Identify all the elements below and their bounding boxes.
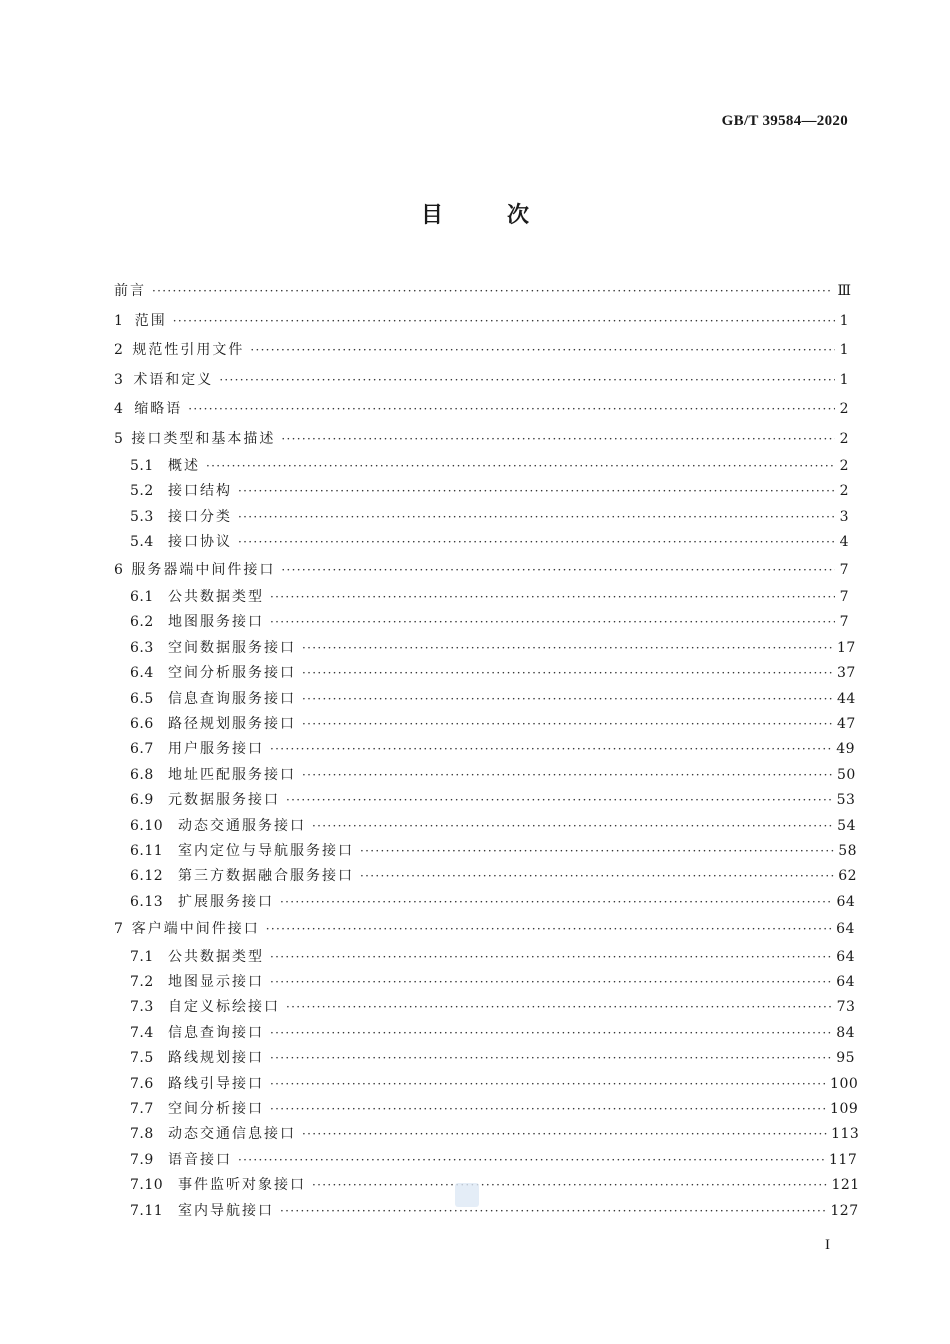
toc-entry[interactable] xyxy=(114,994,856,1019)
toc-entry-number: 6.4 xyxy=(130,665,154,682)
toc-entry-number: 5 xyxy=(114,430,124,447)
toc-entry-number: 4 xyxy=(114,401,124,417)
toc-entry-page: 54 xyxy=(837,817,856,834)
toc-entry[interactable] xyxy=(114,944,856,969)
toc-entry-label: 事件监听对象接口 xyxy=(178,1177,306,1194)
toc-entry-number: 7.5 xyxy=(130,1050,154,1067)
toc-entry-label: 缩略语 xyxy=(134,401,183,417)
toc-entry-label: 信息查询服务接口 xyxy=(168,690,296,707)
toc-entry[interactable] xyxy=(114,1045,856,1070)
toc-entry[interactable] xyxy=(114,1198,859,1223)
toc-entry-label: 语音接口 xyxy=(168,1151,232,1168)
toc-entry-page: 95 xyxy=(836,1050,856,1067)
toc-entry-label: 自定义标绘接口 xyxy=(168,999,280,1016)
toc-entry[interactable] xyxy=(114,453,849,478)
toc-entry-page: 84 xyxy=(836,1024,856,1041)
toc-entry-page: 4 xyxy=(839,534,849,551)
toc-entry-page: 44 xyxy=(836,690,856,707)
toc-entry[interactable] xyxy=(114,838,858,863)
toc-entry[interactable] xyxy=(114,529,849,554)
table-of-contents xyxy=(114,276,860,1223)
dot-leader xyxy=(270,1049,832,1067)
toc-entry-page: 113 xyxy=(831,1126,860,1143)
toc-entry[interactable] xyxy=(114,813,856,838)
dot-leader xyxy=(238,1151,825,1169)
toc-entry-page: 64 xyxy=(836,893,856,910)
toc-entry-page: 50 xyxy=(836,766,856,783)
toc-entry-page: 7 xyxy=(839,561,849,578)
toc-entry-number: 7.3 xyxy=(130,999,154,1016)
dot-leader xyxy=(281,430,835,448)
toc-entry-page: Ⅲ xyxy=(837,283,852,299)
toc-entry-label: 接口结构 xyxy=(168,483,232,500)
toc-entry-label: 路线规划接口 xyxy=(168,1050,264,1067)
toc-entry[interactable] xyxy=(114,635,856,660)
toc-entry-number: 7.8 xyxy=(130,1126,154,1143)
toc-entry-page: 7 xyxy=(839,614,849,631)
dot-leader xyxy=(270,613,835,631)
toc-entry-page: 117 xyxy=(829,1151,858,1168)
toc-entry-page: 3 xyxy=(839,508,849,525)
toc-entry-number: 1 xyxy=(114,312,124,329)
toc-title: 目次 xyxy=(420,203,593,228)
toc-entry-label: 地址匹配服务接口 xyxy=(168,766,296,783)
toc-entry-number: 7.11 xyxy=(130,1202,164,1219)
toc-entry-page: 100 xyxy=(830,1075,859,1092)
toc-entry-label: 用户服务接口 xyxy=(168,741,264,758)
toc-entry-label: 元数据服务接口 xyxy=(168,792,280,809)
toc-entry-label: 术语和定义 xyxy=(133,371,214,388)
toc-entry-page: 73 xyxy=(836,999,856,1016)
dot-leader xyxy=(312,817,833,835)
toc-entry-number: 6.11 xyxy=(130,842,164,859)
dot-leader xyxy=(188,400,835,418)
watermark-logo xyxy=(455,1183,479,1207)
dot-leader xyxy=(302,690,833,708)
toc-entry-number: 6.8 xyxy=(130,766,154,783)
dot-leader xyxy=(281,561,835,579)
toc-entry-label: 动态交通服务接口 xyxy=(178,817,306,834)
toc-entry[interactable] xyxy=(114,555,849,585)
toc-entry[interactable] xyxy=(114,276,852,306)
toc-entry-number: 7.9 xyxy=(130,1151,154,1168)
toc-entry[interactable] xyxy=(114,1096,859,1121)
toc-entry[interactable] xyxy=(114,686,856,711)
toc-entry-page: 2 xyxy=(839,483,849,500)
toc-entry-label: 接口类型和基本描述 xyxy=(131,430,276,447)
dot-leader xyxy=(270,948,832,966)
toc-entry[interactable] xyxy=(114,1121,860,1146)
toc-entry-label: 公共数据类型 xyxy=(168,948,264,965)
toc-entry-number: 5.4 xyxy=(130,534,154,551)
toc-entry-number: 7.2 xyxy=(130,974,154,991)
standard-code: GB/T 39584—2020 xyxy=(721,113,848,129)
dot-leader xyxy=(270,588,835,606)
dot-leader xyxy=(302,664,833,682)
toc-entry[interactable] xyxy=(114,711,856,736)
toc-entry-page: 127 xyxy=(830,1202,859,1219)
toc-entry-page: 121 xyxy=(831,1177,860,1194)
toc-entry[interactable] xyxy=(114,478,849,503)
toc-entry-number: 6.2 xyxy=(130,614,154,631)
dot-leader xyxy=(312,1176,827,1194)
toc-entry-number: 6.5 xyxy=(130,690,154,707)
dot-leader xyxy=(219,371,835,389)
toc-entry-page: 62 xyxy=(838,868,858,885)
footer-page-number: I xyxy=(825,1237,830,1253)
dot-leader xyxy=(360,867,834,885)
toc-entry-page: 64 xyxy=(836,921,855,938)
toc-entry[interactable] xyxy=(114,306,849,336)
toc-entry-page: 47 xyxy=(836,716,856,733)
toc-entry-label: 室内定位与导航服务接口 xyxy=(178,842,354,859)
toc-entry-label: 客户端中间件接口 xyxy=(131,921,260,938)
toc-entry-label: 空间数据服务接口 xyxy=(168,639,296,656)
toc-entry-page: 2 xyxy=(839,458,849,474)
toc-entry-label: 接口分类 xyxy=(168,508,232,525)
toc-entry-label: 前言 xyxy=(114,283,146,299)
toc-entry[interactable] xyxy=(114,1172,860,1197)
toc-entry-number: 6.1 xyxy=(130,589,154,606)
toc-entry-page: 53 xyxy=(836,792,856,809)
dot-leader xyxy=(270,973,832,991)
toc-entry-label: 地图服务接口 xyxy=(168,614,264,631)
toc-entry[interactable] xyxy=(114,1071,859,1096)
toc-entry[interactable] xyxy=(114,1020,856,1045)
toc-entry-number: 6.6 xyxy=(130,716,154,733)
toc-entry-number: 7.4 xyxy=(130,1024,154,1041)
toc-entry[interactable] xyxy=(114,609,849,634)
dot-leader xyxy=(286,998,833,1016)
toc-entry-label: 路径规划服务接口 xyxy=(168,716,296,733)
toc-entry-page: 64 xyxy=(836,974,856,991)
dot-leader xyxy=(280,893,832,911)
dot-leader xyxy=(152,282,833,300)
toc-entry[interactable] xyxy=(114,504,849,529)
toc-entry-label: 服务器端中间件接口 xyxy=(131,561,276,578)
toc-entry-page: 7 xyxy=(839,589,849,606)
toc-entry-label: 第三方数据融合服务接口 xyxy=(178,868,354,885)
dot-leader xyxy=(270,1075,826,1093)
toc-entry-label: 空间分析接口 xyxy=(168,1100,264,1117)
toc-entry-label: 动态交通信息接口 xyxy=(168,1126,296,1143)
toc-entry[interactable] xyxy=(114,889,856,914)
toc-entry[interactable] xyxy=(114,762,856,787)
toc-entry-label: 信息查询接口 xyxy=(168,1024,264,1041)
toc-entry-label: 扩展服务接口 xyxy=(178,893,274,910)
toc-entry[interactable] xyxy=(114,660,856,685)
toc-entry[interactable] xyxy=(114,736,856,761)
toc-entry-number: 7.1 xyxy=(130,948,154,965)
toc-entry-number: 5.1 xyxy=(130,458,154,474)
dot-leader xyxy=(302,766,833,784)
toc-entry-number: 5.2 xyxy=(130,483,154,500)
dot-leader xyxy=(270,1024,832,1042)
toc-entry-number: 7 xyxy=(114,921,124,938)
dot-leader xyxy=(173,312,835,330)
dot-leader xyxy=(302,639,833,657)
toc-entry-label: 空间分析服务接口 xyxy=(168,665,296,682)
dot-leader xyxy=(266,920,832,938)
toc-entry-page: 2 xyxy=(839,401,849,417)
toc-entry-page: 58 xyxy=(838,842,858,859)
toc-entry-label: 概述 xyxy=(168,458,200,474)
toc-entry-number: 5.3 xyxy=(130,508,154,525)
dot-leader xyxy=(302,1125,827,1143)
toc-entry-page: 49 xyxy=(836,741,856,758)
toc-entry-number: 6.3 xyxy=(130,639,154,656)
toc-entry-number: 6.7 xyxy=(130,741,154,758)
toc-entry-page: 64 xyxy=(836,948,856,965)
toc-entry-number: 6.9 xyxy=(130,792,154,809)
toc-entry-page: 1 xyxy=(839,371,849,388)
toc-entry-label: 室内导航接口 xyxy=(178,1202,274,1219)
toc-entry[interactable] xyxy=(114,335,849,365)
toc-entry-number: 6.13 xyxy=(130,893,164,910)
toc-entry[interactable] xyxy=(114,1147,858,1172)
toc-entry-label: 范围 xyxy=(134,312,167,329)
toc-entry-number: 6.12 xyxy=(130,868,164,885)
dot-leader xyxy=(206,457,835,475)
dot-leader xyxy=(238,533,835,551)
toc-entry[interactable] xyxy=(114,863,858,888)
toc-entry-label: 路线引导接口 xyxy=(168,1075,264,1092)
toc-entry-page: 17 xyxy=(836,639,856,656)
toc-entry[interactable] xyxy=(114,787,856,812)
toc-entry-page: 109 xyxy=(830,1100,859,1117)
toc-entry-number: 7.10 xyxy=(130,1177,164,1194)
dot-leader xyxy=(302,715,833,733)
toc-entry-label: 公共数据类型 xyxy=(168,589,264,606)
toc-entry[interactable] xyxy=(114,394,849,424)
toc-entry-number: 3 xyxy=(114,371,124,388)
dot-leader xyxy=(270,1100,826,1118)
toc-entry-number: 6.10 xyxy=(130,817,164,834)
toc-entry-label: 接口协议 xyxy=(168,534,232,551)
toc-entry-number: 6 xyxy=(114,561,124,578)
dot-leader xyxy=(250,341,835,359)
toc-entry[interactable] xyxy=(114,969,856,994)
toc-entry[interactable] xyxy=(114,365,849,395)
toc-entry-number: 2 xyxy=(114,342,124,358)
toc-entry[interactable] xyxy=(114,914,855,944)
dot-leader xyxy=(280,1202,826,1220)
dot-leader xyxy=(238,508,835,526)
dot-leader xyxy=(270,740,832,758)
toc-entry-label: 规范性引用文件 xyxy=(132,342,245,358)
toc-entry-label: 地图显示接口 xyxy=(168,974,264,991)
toc-entry-page: 2 xyxy=(839,430,849,447)
dot-leader xyxy=(238,482,835,500)
toc-entry-number: 7.7 xyxy=(130,1100,154,1117)
dot-leader xyxy=(286,791,833,809)
dot-leader xyxy=(360,842,834,860)
toc-entry-number: 7.6 xyxy=(130,1075,154,1092)
toc-entry[interactable] xyxy=(114,584,849,609)
toc-entry[interactable] xyxy=(114,424,849,454)
toc-entry-page: 1 xyxy=(839,342,849,358)
toc-entry-page: 1 xyxy=(839,312,849,329)
toc-entry-page: 37 xyxy=(836,665,856,682)
